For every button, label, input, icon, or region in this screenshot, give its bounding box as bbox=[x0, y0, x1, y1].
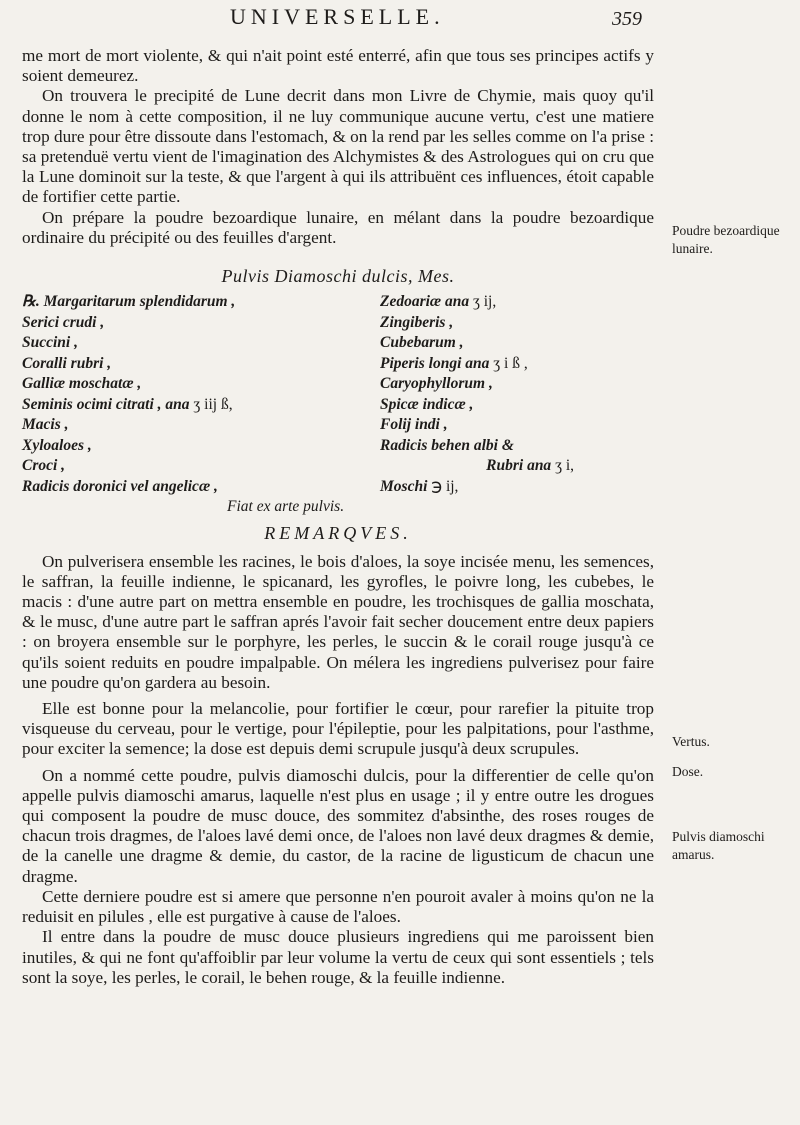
margin-note-poudre-bezoardique: Poudre bezoardique lunaire. bbox=[672, 223, 780, 256]
ingredient-dose: ʒ ij, bbox=[473, 293, 497, 311]
ingredient: Seminis ocimi citrati , ana ʒ iij ß, bbox=[22, 395, 233, 413]
ingredient: Macis , bbox=[22, 416, 69, 434]
paragraph-pulvis-amarus: On a nommé cette poudre, pulvis diamoschi dulcis, pour la differentier de celle qu'on appelle pulvis diamoschi amarus, laquelle n'est plus en usage ; il y entre outre les drogues qui composent la poudre de musc douce, des sommitez d'absinthe, des roses rouges de chacun trois dragmes, de l'aloes lavé demi once, de l'aloes non lavé deux dragmes & demie, de la canelle une dragme & demie, du castor, de la racine de ligusticum de chacun une dragme. bbox=[22, 765, 654, 886]
section-heading-remarques: REMARQVES. bbox=[264, 523, 412, 544]
paragraph-amere: Cette derniere poudre est si amere que personne n'en pouroit avaler à moins qu'on ne la reduisit en pilules , elle est purgative à cause de l'aloes. bbox=[22, 886, 654, 927]
ingredient: Zedoariæ ana ʒ ij, bbox=[380, 293, 497, 311]
ingredient: Radicis doronici vel angelicæ , bbox=[22, 477, 218, 495]
ingredient-dose: ʒ iij ß, bbox=[193, 395, 233, 413]
ingredient: ℞. Margaritarum splendidarum , bbox=[22, 293, 236, 311]
ingredient: Rubri ana ʒ i, bbox=[486, 457, 574, 475]
recipe-title: Pulvis Diamoschi dulcis, Mes. bbox=[221, 266, 455, 287]
ingredient: Piperis longi ana ʒ i ß , bbox=[380, 354, 528, 372]
paragraph-poudre-lunaire: On prépare la poudre bezoardique lunaire, en mélant dans la poudre bezoardique ordinaire du précipité ou des feuilles d'argent. bbox=[22, 207, 654, 247]
ingredient: Caryophyllorum , bbox=[380, 375, 493, 393]
recipe-column-left bbox=[22, 292, 380, 497]
ingredient: Coralli rubri , bbox=[22, 354, 112, 372]
margin-note-pulvis-amarus: Pulvis diamoschi amarus. bbox=[672, 829, 765, 862]
ingredient-dose: ℈ ij, bbox=[431, 477, 459, 495]
recipe-column-right bbox=[380, 292, 654, 497]
ingredient-dose: ʒ i, bbox=[555, 457, 574, 475]
main-text-column bbox=[22, 46, 654, 988]
ingredient: Folij indi , bbox=[380, 416, 448, 434]
ingredient: Zingiberis , bbox=[380, 313, 454, 331]
running-header: UNIVERSELLE. bbox=[230, 4, 445, 29]
ingredient: Moschi ℈ ij, bbox=[380, 477, 459, 495]
ingredient: Radicis behen albi & bbox=[380, 436, 514, 454]
ingredient-dose: ʒ i ß , bbox=[493, 354, 528, 372]
margin-note-dose: Dose. bbox=[672, 764, 704, 779]
margin-note-vertus: Vertus. bbox=[672, 734, 710, 749]
paragraph-precipite-de-lune: On trouvera le precipité de Lune decrit dans mon Livre de Chymie, mais quoy qu'il donne le nom à cette composition, il ne luy communique aucune vertu, c'est une matiere trop dure pour être dissoute dans l'estomach, & on la rend par les selles comme on l'a prise : sa pretenduë vertu vient de l'imagination des Alchymistes & des Astrologues qui on cru que la Lune dominoit sur la teste, & que l'argent à qui ils attribuënt ces influences, étoit capable de fortifier cette partie. bbox=[22, 86, 654, 207]
paragraph-continuation: me mort de mort violente, & qui n'ait point esté enterré, afin que tous ses principes actifs y soient demeurez. bbox=[22, 46, 654, 86]
ingredient: Succini , bbox=[22, 334, 78, 352]
ingredient: Spicæ indicæ , bbox=[380, 395, 474, 413]
paragraph-preparation: On pulverisera ensemble les racines, le bois d'aloes, la soye incisée menu, les semences, le saffran, la feuille indienne, le spicanard, les gyrofles, le poivre long, les cubebes, le macis : d'une autre part on mettra ensemble en poudre, les trochisques de gallia moschata, & le musc, d'une autre part le saffran aprés l'avoir fait secher doucement entre deux papiers : on broyera ensemble sur le porphyre, les perles, le succin & le corail rouge jusqu'à ce qu'ils soient reduits en poudre impalpable. On mélera les ingrediens pulverisez pour faire une poudre qu'on gardera au besoin. bbox=[22, 551, 654, 692]
recipe-ingredients bbox=[22, 292, 654, 497]
recipe-instruction: Fiat ex arte pulvis. bbox=[227, 498, 345, 516]
ingredient: Xyloaloes , bbox=[22, 436, 92, 454]
ingredient: Serici crudi , bbox=[22, 313, 105, 331]
ingredient: Cubebarum , bbox=[380, 334, 464, 352]
paragraph-ingrediens-inutiles: Il entre dans la poudre de musc douce plusieurs ingrediens qui me paroissent bien inutiles, & qui ne font qu'affoiblir par leur volume la vertu de ceux qui sont essentiels ; tels sont la soye, les perles, le corail, le behen rouge, & la feuille indienne. bbox=[22, 927, 654, 987]
ingredient: Galliæ moschatæ , bbox=[22, 375, 142, 393]
paragraph-vertus: Elle est bonne pour la melancolie, pour fortifier le cœur, pour rarefier la pituite trop visqueuse du cerveau, pour le vertige, pour l'épileptie, pour les palpitations, pour l'asthme, pour exciter la semence; la dose est depuis demi scrupule jusqu'à deux scrupules. bbox=[22, 699, 654, 759]
page-number: 359 bbox=[612, 8, 642, 30]
ingredient: Croci , bbox=[22, 457, 66, 475]
